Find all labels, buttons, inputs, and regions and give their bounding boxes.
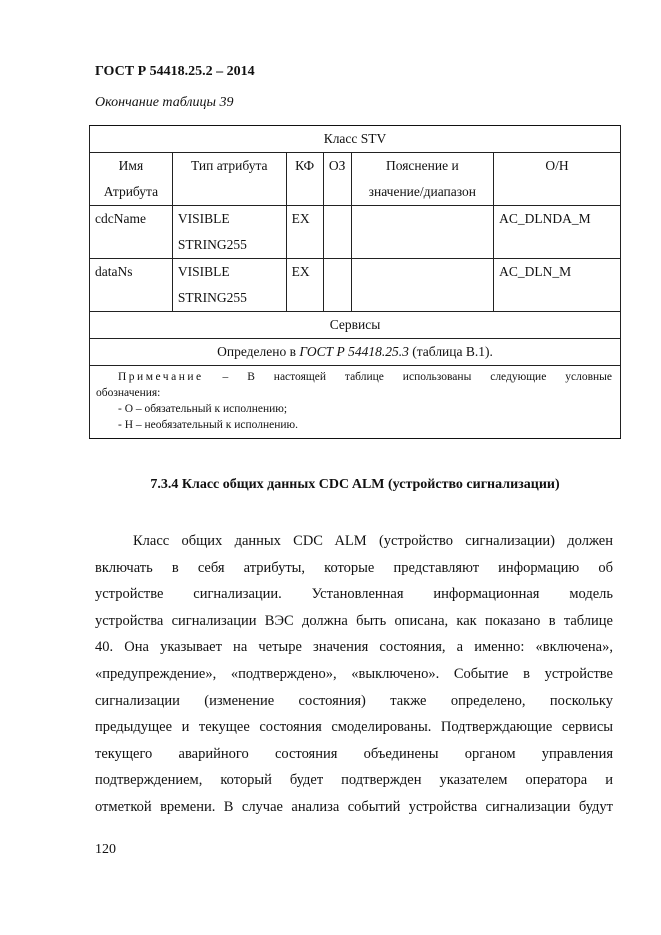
table-note: Примечание – В настоящей таблице использованы следующие условные обозначения: - О – обязательный к исполнению; - Н – необязательный к исполнению. xyxy=(90,366,621,439)
cell-expl xyxy=(351,206,494,259)
cell-on: AC_DLN_M xyxy=(494,259,621,312)
note-label: Примечание xyxy=(118,371,204,383)
document-header: ГОСТ Р 54418.25.2 – 2014 xyxy=(95,64,255,79)
cell-oz xyxy=(323,206,351,259)
stv-class-table xyxy=(89,125,621,439)
cell-oz xyxy=(323,259,351,312)
cell-type: VISIBLE STRING255 xyxy=(172,259,286,312)
column-header-row xyxy=(90,153,621,206)
cell-name: cdcName xyxy=(90,206,173,259)
table-row xyxy=(90,259,621,312)
page-number: 120 xyxy=(95,842,116,857)
services-title: Сервисы xyxy=(90,312,621,339)
section-heading: 7.3.4 Класс общих данных CDC ALM (устройство сигнализации) xyxy=(150,477,560,492)
col-header-oz: ОЗ xyxy=(323,153,351,206)
cell-name: dataNs xyxy=(90,259,173,312)
standard-reference: ГОСТ Р 54418.25.3 xyxy=(299,344,409,359)
note-item: - О – обязательный к исполнению; xyxy=(118,403,288,415)
col-header-on: О/Н xyxy=(494,153,621,206)
table-caption: Окончание таблицы 39 xyxy=(95,95,234,110)
class-title: Класс STV xyxy=(90,126,621,153)
col-header-expl: Пояснение и значение/диапазон xyxy=(351,153,494,206)
cell-on: AC_DLNDA_M xyxy=(494,206,621,259)
cell-kf: EX xyxy=(286,206,323,259)
cell-expl xyxy=(351,259,494,312)
body-paragraph: Класс общих данных CDC ALM (устройство сигнализации) должен включать в себя атрибуты, которые представляют информацию об устройстве сигнализации. Установленная информационная модель устройства сигнализации ВЭС должна быть описана, как показано в таблице 40. Она указывает на четыре значения состояния, а именно: «включена», «предупреждение», «подтверждено», «выключено». Событие в устройстве сигнализации (изменение состояния) также определено, поскольку предыдущее и текущее состояния смоделированы. Подтверждающие сервисы текущего аварийного состояния объединены органом управления подтверждением, который будет подтвержден указателем оператора и отметкой времени. В случае анализа событий устройства сигнализации будут xyxy=(95,533,613,815)
services-definition: Определено в ГОСТ Р 54418.25.3 (таблица В.1). xyxy=(90,339,621,366)
table-row xyxy=(90,206,621,259)
cell-kf: EX xyxy=(286,259,323,312)
note-item: - Н – необязательный к исполнению. xyxy=(118,419,298,431)
col-header-kf: КФ xyxy=(286,153,323,206)
col-header-name: Имя Атрибута xyxy=(90,153,173,206)
cell-type: VISIBLE STRING255 xyxy=(172,206,286,259)
col-header-type: Тип атрибута xyxy=(172,153,286,206)
